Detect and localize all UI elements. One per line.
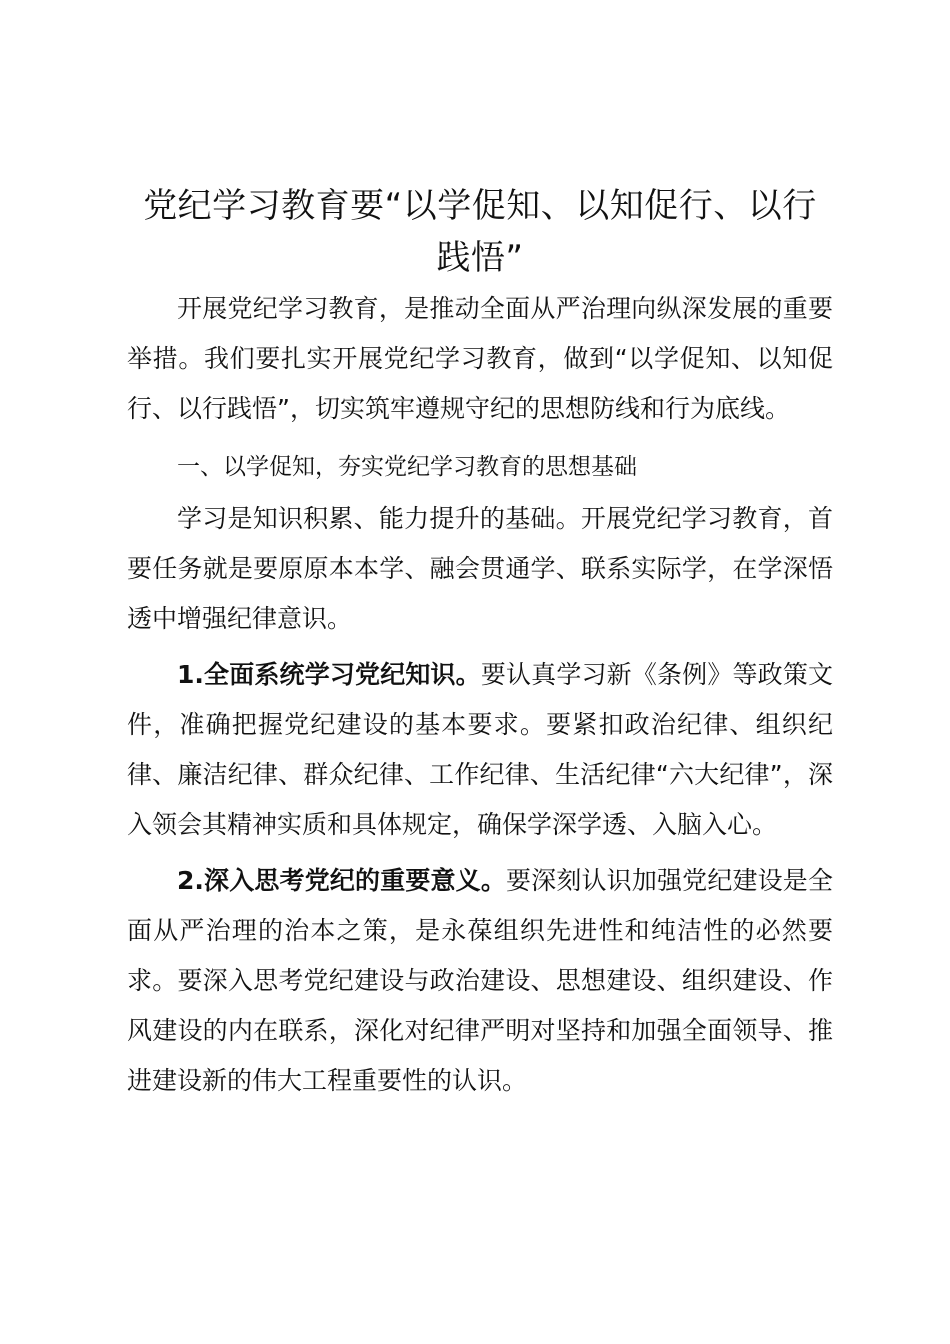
document-page: [127, 180, 833, 1106]
point-1-paragraph: [127, 650, 833, 850]
intro-paragraph: 开展党纪学习教育，是推动全面从严治理向纵深发展的重要举措。我们要扎实开展党纪学习教育，做到“以学促知、以知促行、以行践悟”，切实筑牢遵规守纪的思想防线和行为底线。: [127, 294, 833, 423]
section-heading: 一、以学促知，夯实党纪学习教育的思想基础: [177, 454, 637, 480]
document-title: 党纪学习教育要“以学促知、以知促行、以行践悟”: [143, 186, 817, 278]
point-1-lead: 1.全面系统学习党纪知识。: [177, 660, 481, 689]
point-2-text: 要深刻认识加强党纪建设是全面从严治理的治本之策，是永葆组织先进性和纯洁性的必然要求。要深入思考党纪建设与政治建设、思想建设、组织建设、作风建设的内在联系，深化对纪律严明对坚持和加强全面领导、推进建设新的伟大工程重要性的认识。: [127, 866, 833, 1095]
point-2-lead: 2.深入思考党纪的重要意义。: [177, 866, 507, 895]
section-body-paragraph: 学习是知识积累、能力提升的基础。开展党纪学习教育，首要任务就是要原原本本学、融会贯通学、联系实际学，在学深悟透中增强纪律意识。: [127, 504, 833, 633]
point-1-text: 要认真学习新《条例》等政策文件，准确把握党纪建设的基本要求。要紧扣政治纪律、组织纪律、廉洁纪律、群众纪律、工作纪律、生活纪律“六大纪律”，深入领会其精神实质和具体规定，确保学深学透、入脑入心。: [127, 660, 833, 839]
point-2-paragraph: [127, 856, 833, 1106]
